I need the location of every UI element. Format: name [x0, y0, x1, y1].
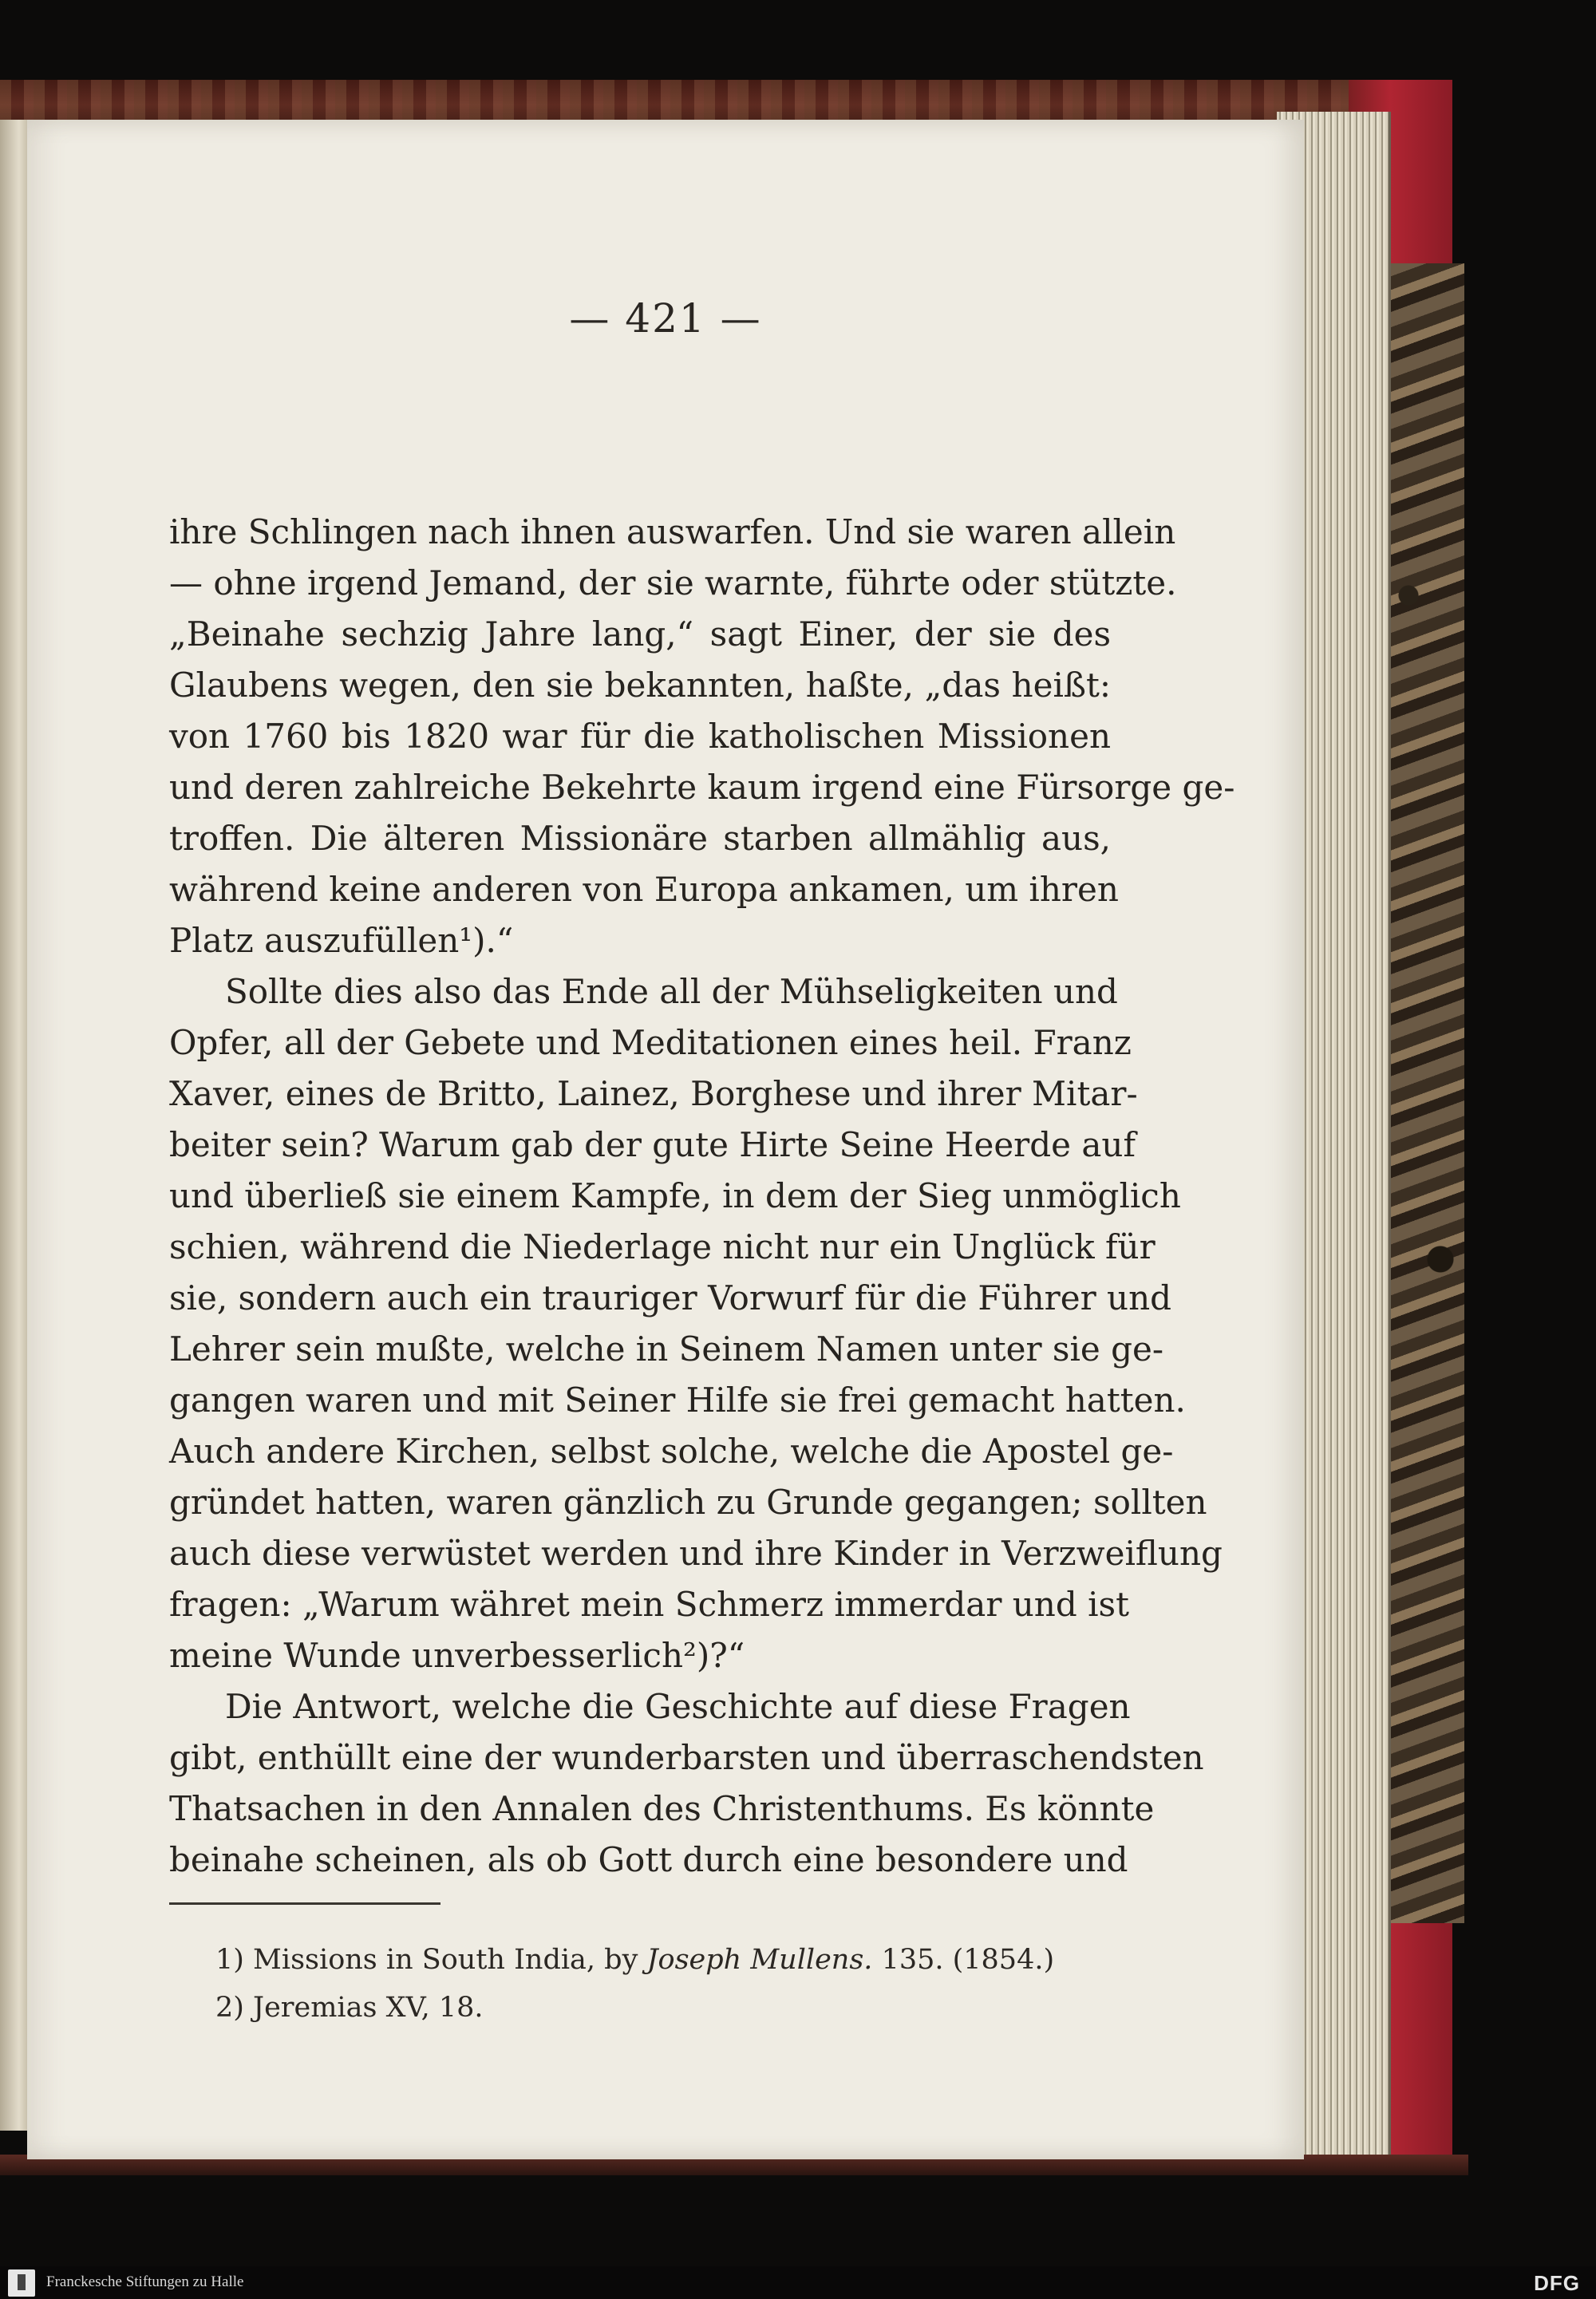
institution-logo-icon: [8, 2269, 35, 2297]
text-line: gibt, enthüllt eine der wunderbarsten und überraschendsten: [169, 1738, 1204, 1777]
institution-name: Franckesche Stiftungen zu Halle: [46, 2273, 244, 2290]
text-line: — ohne irgend Jemand, der sie warnte, führte oder stützte.: [169, 563, 1177, 602]
marbled-cover: [1385, 263, 1464, 1923]
text-line: gründet hatten, waren gänzlich zu Grunde gegangen; sollten: [169, 1483, 1207, 1522]
text-line: fragen: „Warum währet mein Schmerz immerdar und ist: [169, 1585, 1129, 1624]
footnotes: [215, 1936, 1125, 2032]
text-line: von 1760 bis 1820 war für die katholischen Missionen: [169, 717, 1111, 756]
text-line: beinahe scheinen, als ob Gott durch eine besondere und: [169, 1840, 1128, 1879]
text-line: Lehrer sein mußte, welche in Seinem Namen unter sie ge-: [169, 1329, 1164, 1369]
text-line: ihre Schlingen nach ihnen auswarfen. Und sie waren allein: [169, 512, 1176, 551]
text-line: und überließ sie einem Kampfe, in dem der Sieg unmöglich: [169, 1176, 1181, 1215]
footnote-rule: [169, 1902, 440, 1905]
text-line: während keine anderen von Europa ankamen, um ihren: [169, 870, 1119, 909]
footnote-1-suffix: 135. (1854.): [872, 1944, 1055, 1976]
text-line: troffen. Die älteren Missionäre starben allmählig aus,: [169, 819, 1111, 858]
viewer-footer: [0, 2266, 1596, 2299]
footnote-1-author: Joseph Mullens.: [646, 1944, 873, 1976]
text-line: meine Wunde unverbesserlich²)?“: [169, 1636, 745, 1675]
book-page: [27, 120, 1304, 2159]
text-line: „Beinahe sechzig Jahre lang,“ sagt Einer, der sie des: [169, 614, 1111, 654]
text-line: Die Antwort, welche die Geschichte auf diese Fragen: [225, 1687, 1131, 1726]
text-line: und deren zahlreiche Bekehrte kaum irgend eine Fürsorge ge-: [169, 768, 1235, 807]
text-line: Opfer, all der Gebete und Meditationen eines heil. Franz: [169, 1023, 1132, 1062]
text-line: Glaubens wegen, den sie bekannten, haßte, „das heißt:: [169, 666, 1111, 705]
text-line: Auch andere Kirchen, selbst solche, welche die Apostel ge-: [169, 1432, 1174, 1471]
facing-page-edge: [0, 120, 28, 2131]
footnote-2: 2) Jeremias XV, 18.: [215, 1992, 484, 2024]
text-line: gangen waren und mit Seiner Hilfe sie frei gemacht hatten.: [169, 1381, 1186, 1420]
text-line: auch diese verwüstet werden und ihre Kinder in Verzweiflung: [169, 1534, 1223, 1573]
page-number: — 421 —: [569, 295, 762, 342]
text-line: sie, sondern auch ein trauriger Vorwurf für die Führer und: [169, 1278, 1172, 1317]
text-line: beiter sein? Warum gab der gute Hirte Seine Heerde auf: [169, 1125, 1136, 1164]
text-line: Thatsachen in den Annalen des Christenthums. Es könnte: [169, 1789, 1155, 1828]
dfg-logo: DFG: [1534, 2271, 1580, 2295]
text-line: Xaver, eines de Britto, Lainez, Borghese und ihrer Mitar-: [169, 1074, 1138, 1113]
footnote-1: [215, 1936, 1125, 1984]
text-line: Sollte dies also das Ende all der Mühseligkeiten und: [225, 972, 1118, 1011]
footnote-1-prefix: 1) Missions in South India, by: [215, 1944, 647, 1976]
text-line: schien, während die Niederlage nicht nur ein Unglück für: [169, 1227, 1156, 1266]
page-body-text: [169, 507, 1235, 1886]
text-line: Platz auszufüllen¹).“: [169, 921, 514, 960]
